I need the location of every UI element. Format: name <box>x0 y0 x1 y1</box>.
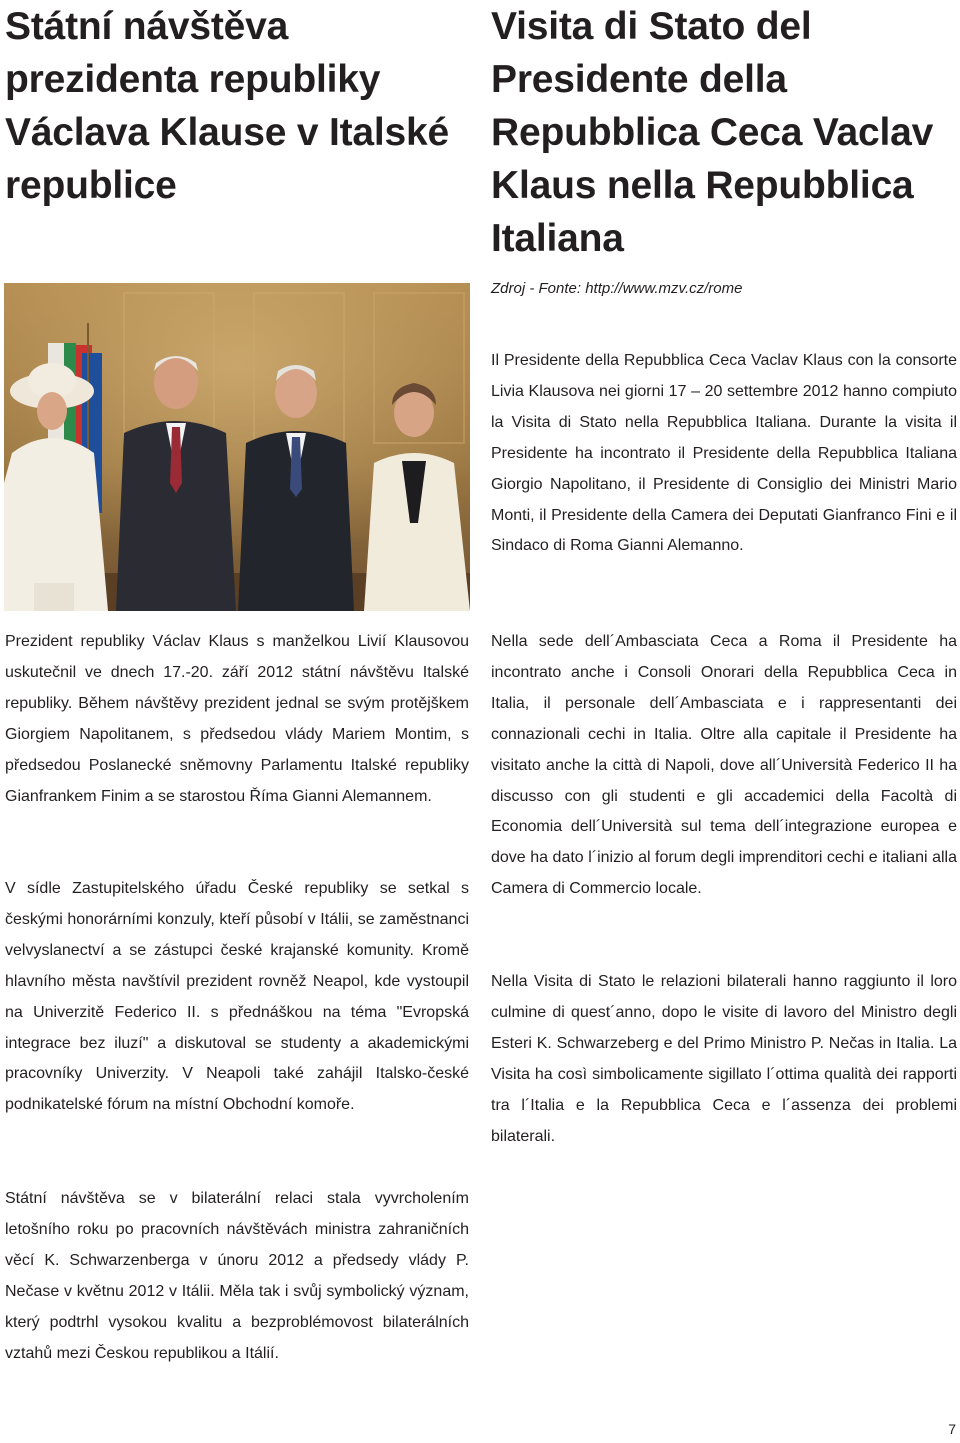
photo-illustration <box>4 283 470 611</box>
paragraph-czech-1: Prezident republiky Václav Klaus s manželkou Livií Klausovou uskutečnil ve dnech 17.-20. září 2012 státní návštěvu Italské republiky. Během návštěvy prezident jednal se svým protějškem Giorgiem Napolitanem, s předsedou vlády Mariem Montim, s předsedou Poslanecké sněmovny Parlamentu Italské republiky Gianfrankem Finim a se starostou Říma Gianni Alemannem. <box>5 633 469 805</box>
paragraph-czech-3: Státní návštěva se v bilaterální relaci stala vyvrcholením letošního roku po pracovních návštěvách ministra zahraničních věcí K. Schwarzenberga v únoru 2012 a předsedy vlády P. Nečase v květnu 2012 v Itálii. Měla tak i svůj symbolický význam, který podtrhl vysokou kvalitu a bezproblémovost bilaterálních vztahů mezi Českou republikou a Itálií. <box>5 1190 469 1362</box>
title-czech: Státní návštěva prezidenta republiky Václava Klause v Italské republice <box>5 5 450 207</box>
paragraph-italian-1: Il Presidente della Repubblica Ceca Vaclav Klaus con la consorte Livia Klausova nei giorni 17 – 20 settembre 2012 hanno compiuto la Visita di Stato nella Repubblica Italiana. Durante la visita il Presidente ha incontrato il Presidente della Repubblica Italiana Giorgio Napolitano, il Presidente di Consiglio dei Ministri Mario Monti, il Presidente della Camera dei Deputati Gianfranco Fini e il Sindaco di Roma Gianni Alemanno. <box>491 352 957 555</box>
paragraph-czech-2: V sídle Zastupitelského úřadu České republiky se setkal s českými honorárními konzuly, kteří působí v Itálii, se zaměstnanci velvyslanectví a se zástupci české krajanské komunity. Kromě hlavního města navštívil prezident rovněž Neapol, kde vystoupil na Univerzitě Federico II. s přednáškou na téma "Evropská integrace bez iluzí" a diskutoval se studenty a akademickými pracovníky Univerzity. V Neapoli také zahájil Italsko-české podnikatelské fórum na místní Obchodní komoře. <box>5 880 469 1114</box>
page-number: 7 <box>948 1421 956 1437</box>
paragraph-italian-3: Nella Visita di Stato le relazioni bilaterali hanno raggiunto il loro culmine di quest´anno, dopo le visite di lavoro del Ministro degli Esteri K. Schwarzeberg e del Primo Ministro P. Nečas in Italia. La Visita ha così simbolicamente sigillato l´ottima qualità dei rapporti tra l´Italia e la Repubblica Ceca e l´assenza dei problemi bilaterali. <box>491 973 957 1145</box>
source-line: Zdroj - Fonte: http://www.mzv.cz/rome <box>491 280 743 297</box>
title-italian: Visita di Stato del Presidente della Repubblica Ceca Vaclav Klaus nella Repubblica Italiana <box>491 5 934 260</box>
group-photo <box>4 283 470 611</box>
paragraph-italian-2: Nella sede dell´Ambasciata Ceca a Roma il Presidente ha incontrato anche i Consoli Onorari della Repubblica Ceca in Italia, il personale dell´Ambasciata e i rappresentanti dei connazionali cechi in Italia. Oltre alla capitale il Presidente ha visitato anche la città di Napoli, dove all´Università Federico II ha discusso con gli studenti e gli accademici della Facoltà di Economia dell´Università sul tema dell´integrazione europea e dove ha dato l´inizio al forum degli imprenditori cechi e italiani alla Camera di Commercio locale. <box>491 633 957 898</box>
